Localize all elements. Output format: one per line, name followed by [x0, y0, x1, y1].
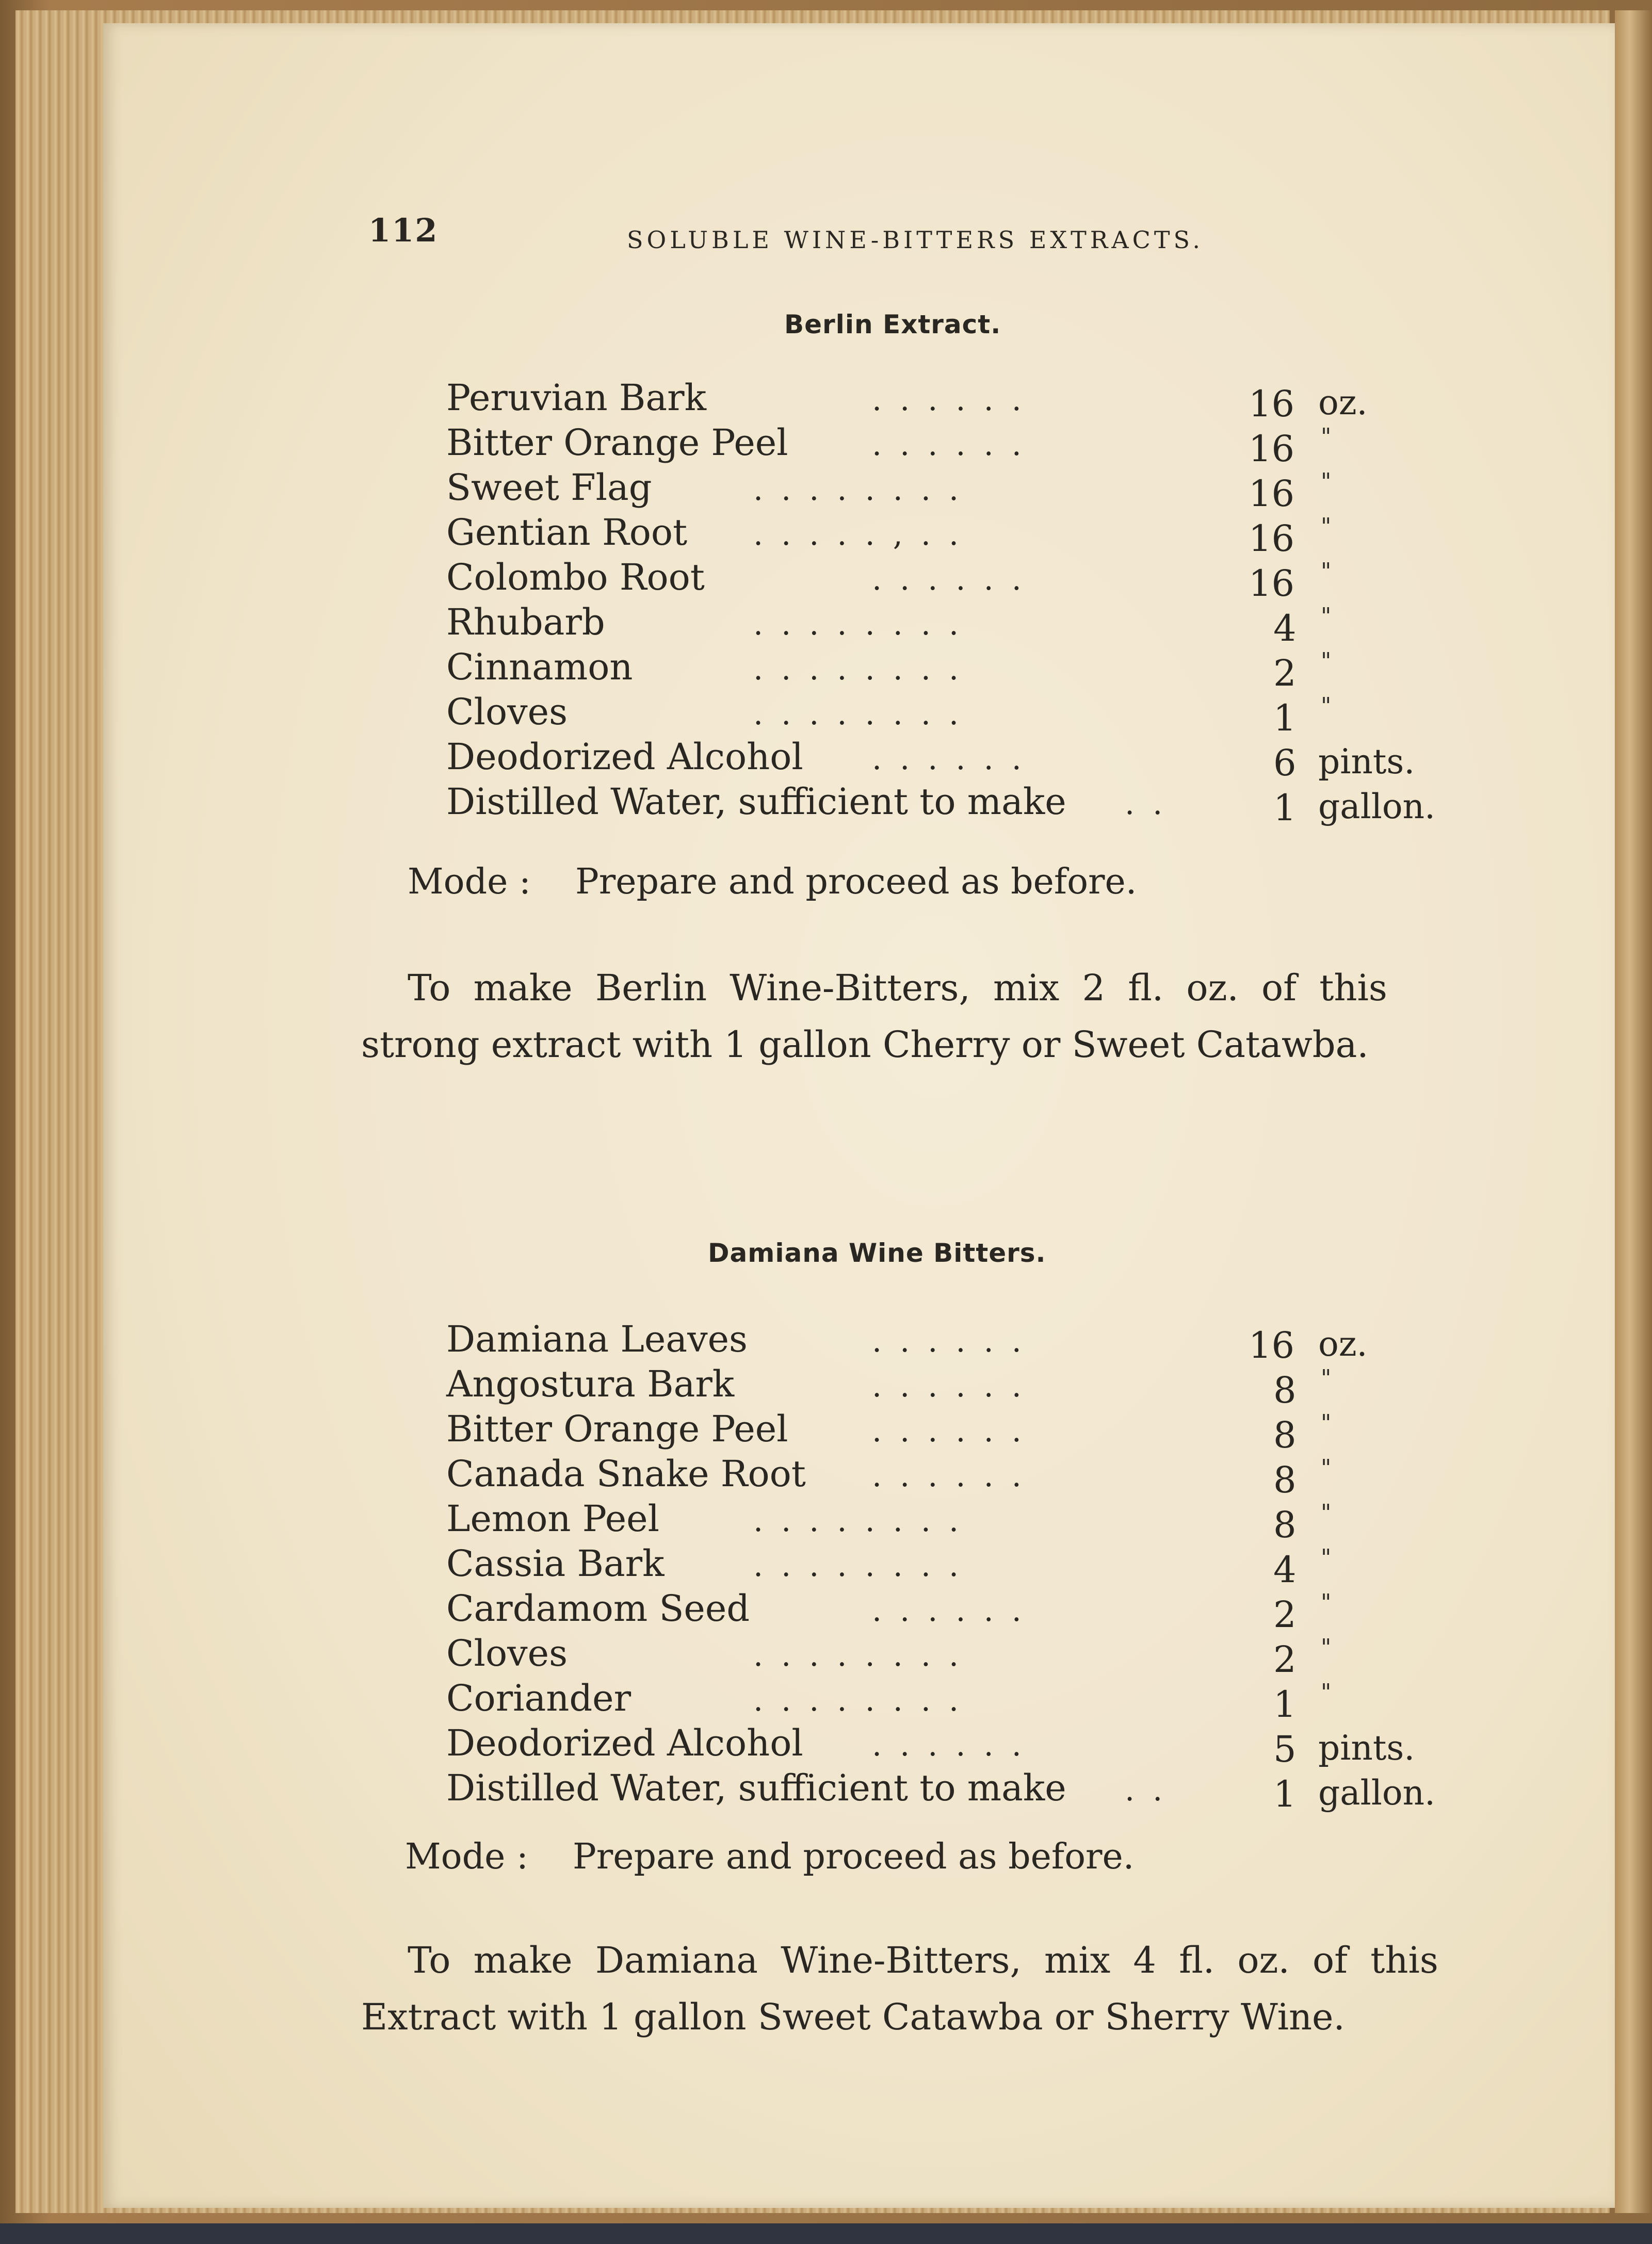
- ingredient-quantity: 4: [1273, 607, 1297, 649]
- ingredient-unit: ": [1321, 1679, 1332, 1705]
- ingredient-name: Rhubarb: [446, 601, 605, 643]
- ingredient-unit: ": [1321, 1634, 1332, 1661]
- ingredient-unit: ": [1321, 1410, 1332, 1436]
- damiana-note: [361, 1932, 1455, 2045]
- page-number: 112: [368, 212, 439, 249]
- ingredient-name: Sweet Flag: [446, 466, 652, 509]
- ingredient-name: Cloves: [446, 1632, 568, 1674]
- berlin-section-title: Berlin Extract.: [784, 310, 1001, 339]
- leader-dots: . . . . . , . .: [753, 516, 963, 552]
- ingredient-quantity: 16: [1249, 1324, 1295, 1367]
- ingredient-row: [0, 691, 1652, 739]
- ingredient-quantity: 1: [1273, 787, 1297, 829]
- ingredient-name: Distilled Water, sufficient to make: [446, 780, 1066, 823]
- leader-dots: . . . . . .: [872, 427, 1026, 463]
- ingredient-unit: oz.: [1318, 383, 1368, 422]
- ingredient-row: [0, 1542, 1652, 1591]
- ingredient-quantity: 8: [1273, 1369, 1297, 1411]
- ingredient-name: Distilled Water, sufficient to make: [446, 1767, 1066, 1809]
- leader-dots: . . . . . .: [872, 1727, 1026, 1763]
- leader-dots: . . . . . .: [872, 382, 1026, 418]
- ingredient-quantity: 8: [1273, 1459, 1297, 1501]
- leader-dots: . . . . . . . .: [753, 651, 963, 687]
- ingredient-name: Coriander: [446, 1677, 631, 1719]
- ingredient-quantity: 1: [1273, 1773, 1297, 1815]
- ingredient-name: Cardamom Seed: [446, 1587, 750, 1630]
- ingredient-name: Deodorized Alcohol: [446, 1722, 803, 1764]
- ingredient-row: [0, 601, 1652, 649]
- ingredient-row: [0, 377, 1652, 425]
- leader-dots: . . . . . . . .: [753, 1682, 963, 1718]
- ingredient-name: Cinnamon: [446, 646, 633, 688]
- ingredient-quantity: 6: [1273, 742, 1297, 784]
- leader-dots: . . . . . .: [872, 1413, 1026, 1449]
- ingredient-name: Peruvian Bark: [446, 377, 706, 419]
- mode-text: Prepare and proceed as before.: [573, 1836, 1135, 1877]
- ingredient-unit: ": [1321, 513, 1332, 540]
- ingredient-quantity: 16: [1249, 383, 1295, 425]
- ingredient-name: Cassia Bark: [446, 1542, 665, 1585]
- ingredient-row: [0, 511, 1652, 560]
- ingredient-unit: ": [1321, 648, 1332, 674]
- leader-dots: . . . . . .: [872, 561, 1026, 597]
- ingredient-unit: ": [1321, 603, 1332, 629]
- leader-dots: . . . . . . . .: [753, 1503, 963, 1539]
- ingredient-quantity: 8: [1273, 1414, 1297, 1456]
- ingredient-unit: ": [1321, 424, 1332, 450]
- leader-dots: . .: [1125, 786, 1167, 822]
- ingredient-quantity: 16: [1249, 517, 1295, 560]
- ingredient-name: Deodorized Alcohol: [446, 736, 803, 778]
- ingredient-name: Gentian Root: [446, 511, 688, 554]
- leader-dots: . .: [1125, 1772, 1167, 1808]
- ingredient-row: [0, 421, 1652, 470]
- ingredient-row: [0, 1722, 1652, 1770]
- ingredient-quantity: 2: [1273, 1638, 1297, 1681]
- ingredient-quantity: 8: [1273, 1504, 1297, 1546]
- ingredient-row: [0, 1318, 1652, 1367]
- ingredient-name: Bitter Orange Peel: [446, 421, 788, 464]
- damiana-note-line-1: To make Damiana Wine-Bitters, mix 4 fl. oz. of this: [408, 1939, 1438, 1981]
- ingredient-name: Lemon Peel: [446, 1498, 659, 1540]
- ingredient-unit: ": [1321, 468, 1332, 495]
- ingredient-row: [0, 556, 1652, 605]
- ingredient-quantity: 16: [1249, 562, 1295, 605]
- ingredient-unit: ": [1321, 1544, 1332, 1571]
- book-page: [103, 23, 1615, 2208]
- leader-dots: . . . . . .: [872, 1323, 1026, 1359]
- ingredient-row: [0, 736, 1652, 784]
- leader-dots: . . . . . . . .: [753, 696, 963, 732]
- ingredient-quantity: 1: [1273, 1683, 1297, 1726]
- leader-dots: . . . . . . . .: [753, 606, 963, 642]
- berlin-note: [361, 960, 1455, 1073]
- ingredient-row: [0, 1453, 1652, 1501]
- right-cover-edge: [1615, 10, 1652, 2213]
- ingredient-quantity: 1: [1273, 697, 1297, 739]
- leader-dots: . . . . . .: [872, 741, 1026, 777]
- ingredient-row: [0, 1363, 1652, 1411]
- damiana-note-line-2: Extract with 1 gallon Sweet Catawba or Sherry Wine.: [361, 1996, 1345, 2038]
- ingredient-name: Bitter Orange Peel: [446, 1408, 788, 1450]
- ingredient-row: [0, 466, 1652, 515]
- ingredient-name: Damiana Leaves: [446, 1318, 748, 1360]
- ingredient-name: Colombo Root: [446, 556, 705, 598]
- ingredient-row: [0, 1408, 1652, 1456]
- ingredient-unit: ": [1321, 1500, 1332, 1526]
- running-title: SOLUBLE WINE-BITTERS EXTRACTS.: [627, 226, 1204, 254]
- ingredient-unit: ": [1321, 1455, 1332, 1481]
- mode-text: Prepare and proceed as before.: [575, 861, 1137, 902]
- berlin-note-line-2: strong extract with 1 gallon Cherry or Sweet Catawba.: [361, 1023, 1369, 1066]
- ingredient-row: [0, 1767, 1652, 1815]
- berlin-note-line-1: To make Berlin Wine-Bitters, mix 2 fl. oz. of this: [408, 967, 1387, 1009]
- ingredient-row: [0, 1632, 1652, 1681]
- leader-dots: . . . . . .: [872, 1592, 1026, 1629]
- leader-dots: . . . . . . . .: [753, 471, 963, 508]
- ingredient-unit: pints.: [1318, 742, 1415, 782]
- ingredient-unit: pints.: [1318, 1728, 1415, 1768]
- ingredient-name: Canada Snake Root: [446, 1453, 806, 1495]
- ingredient-quantity: 16: [1249, 428, 1295, 470]
- damiana-section-title: Damiana Wine Bitters.: [708, 1238, 1046, 1268]
- ingredient-unit: ": [1321, 1589, 1332, 1616]
- ingredient-name: Angostura Bark: [446, 1363, 735, 1405]
- leader-dots: . . . . . . . .: [753, 1637, 963, 1673]
- ingredient-row: [0, 646, 1652, 694]
- leader-dots: . . . . . .: [872, 1368, 1026, 1404]
- ingredient-quantity: 2: [1273, 652, 1297, 694]
- ingredient-unit: gallon.: [1318, 1773, 1436, 1813]
- mode-label: Mode :: [405, 1836, 528, 1877]
- ingredient-quantity: 4: [1273, 1549, 1297, 1591]
- ingredient-row: [0, 1587, 1652, 1636]
- ingredient-quantity: 5: [1273, 1728, 1297, 1770]
- ingredient-row: [0, 1498, 1652, 1546]
- ingredient-unit: ": [1321, 558, 1332, 584]
- ingredient-unit: oz.: [1318, 1324, 1368, 1364]
- mode-label: Mode :: [408, 861, 531, 902]
- ingredient-quantity: 16: [1249, 473, 1295, 515]
- ingredient-unit: gallon.: [1318, 787, 1436, 826]
- leader-dots: . . . . . . . .: [753, 1548, 963, 1584]
- leader-dots: . . . . . .: [872, 1458, 1026, 1494]
- ingredient-quantity: 2: [1273, 1593, 1297, 1636]
- ingredient-unit: ": [1321, 693, 1332, 719]
- ingredient-unit: ": [1321, 1365, 1332, 1391]
- ingredient-row: [0, 780, 1652, 829]
- ingredient-name: Cloves: [446, 691, 568, 733]
- ingredient-row: [0, 1677, 1652, 1726]
